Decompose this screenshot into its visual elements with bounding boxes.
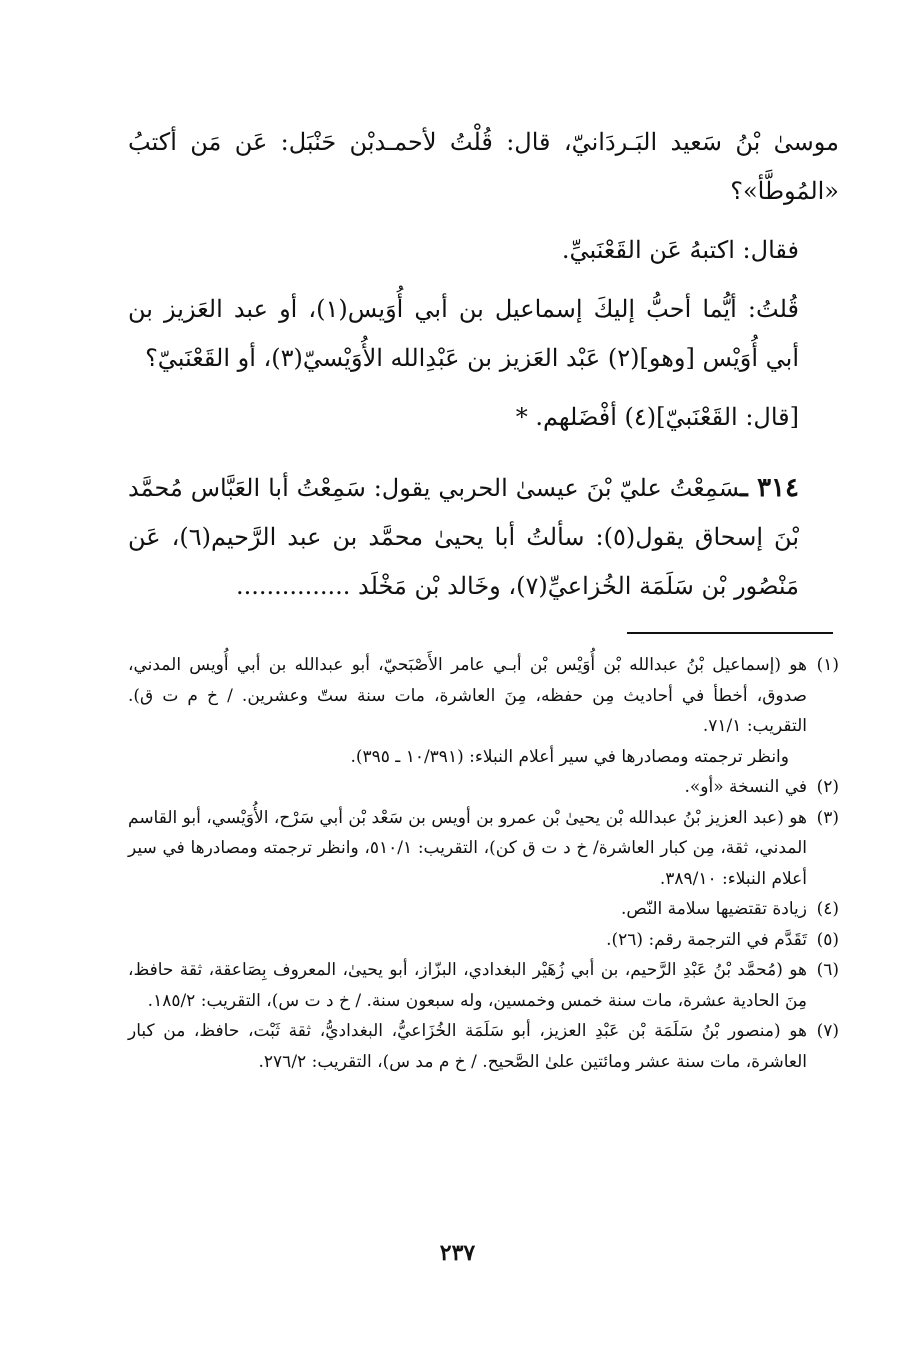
footnote-number: (٧) <box>816 1021 839 1041</box>
footnote-5 <box>128 925 839 956</box>
footnote-separator <box>627 632 833 634</box>
footnote-3 <box>128 803 839 895</box>
footnote-text: في النسخة «أو». <box>684 777 807 797</box>
entry-314-text: سَمِعْتُ عليّ بْنَ عيسىٰ الحربي يقول: سَمِعْتُ أبا العَبَّاس مُحمَّد بْنَ إسحاق يقول(٥): سألتُ أبا يحيىٰ محمَّد بن عبد الرَّحيم(٦)، عَن مَنْصُور بْن سَلَمَة الخُزاعيِّ(٧)، وخَالد بْن مَخْلَد <box>128 474 800 600</box>
footnote-7 <box>128 1016 839 1077</box>
footnote-text: هو (مُحمَّد بْنُ عَبْدِ الرَّحيم، بن أبي زُهَيْر البغدادي، البزّاز، أبو يحيىٰ، المعروف بِصَاعقة، ثقة حافظ، مِنَ الحادية عشرة، مات سنة خمس وخمسين، وله سبعون سنة. / خ د ت س)، التقريب: ١٨٥/٢. <box>128 960 807 1011</box>
footnote-text: هو (عبد العزيز بْنُ عبدالله بْن يحيىٰ بْن عمرو بن أويس بن سَعْد بْن أبي سَرْح، الأُوَيْسي، أبو القاسم المدني، ثقة، مِن كبار العاشرة/ خ د ت ق كن)، التقريب: ٥١٠/١، وانظر ترجمته ومصادرها في سير أعلام النبلاء: ٣٨٩/١٠. <box>128 807 807 889</box>
main-text <box>128 118 839 611</box>
footnote-number: (٣) <box>816 807 839 828</box>
page-number: ٢٣٧ <box>439 1240 476 1266</box>
paragraph-1: موسىٰ بْنُ سَعيد البَـردَانيّ، قال: قُلْتُ لأحمـدبْن حَنْبَل: عَن مَن أكتبُ «المُوطَّأ»؟ <box>128 128 839 205</box>
footnote-text: زيادة تقتضيها سلامة النّص. <box>620 899 807 919</box>
footnote-1 <box>128 650 839 772</box>
paragraph-3: قُلتُ: أيُّما أحبُّ إليكَ إسماعيل بن أبي أُوَيس(١)، أو عبد العَزيز بن أبي أُوَيْس [وهو](٢) عَبْد العَزيز بن عَبْدِالله الأُوَيْسيّ(٣)، أو القَعْنَبيّ؟ <box>128 295 800 372</box>
footnote-number: (٥) <box>816 929 839 950</box>
paragraph-2: فقال: اكتبهُ عَن القَعْنَبيِّ. <box>561 236 799 264</box>
continuation-dots: ............... <box>235 572 351 600</box>
footnotes <box>128 650 839 1077</box>
footnote-text: هو (منصور بْنُ سَلَمَة بْن عَبْدِ العزيز، أبو سَلَمَة الخُزَاعيُّ، البغداديُّ، ثقة ثَبْت، حافظ، من كبار العاشرة، مات سنة عشر ومائتين علىٰ الصَّحيح. / خ م مد س)، التقريب: ٢٧٦/٢. <box>128 1021 807 1072</box>
footnote-6 <box>128 955 839 1016</box>
footnote-extra: وانظر ترجمته ومصادرها في سير أعلام النبلاء: (١٠/٣٩١ ـ ٣٩٥). <box>350 746 789 767</box>
entry-number: ٣١٤ ـ <box>740 473 799 503</box>
footnote-number: (٤) <box>816 899 839 919</box>
footnote-number: (٢) <box>816 777 839 797</box>
footnote-text: هو (إسماعيل بْنُ عبدالله بْن أُوَيْس بْن أبـي عامر الأَصْبَحيّ، أبو عبدالله بن أبي أُويس المدني، صدوق، أخطأ في أحاديث مِن حفظه، مِنَ العاشرة، مات سنة ستّ وعشرين. / خ م ت ق). التقريب: ٧١/١. <box>128 655 807 736</box>
paragraph-4: [قال: القَعْنَبيّ](٤) أفْضَلهم. * <box>515 403 799 431</box>
entry-314 <box>128 464 839 611</box>
footnote-number: (٦) <box>816 960 839 980</box>
footnote-4 <box>128 894 839 925</box>
footnote-2 <box>128 772 839 803</box>
footnote-text: تَقَدَّم في الترجمة رقم: (٢٦). <box>606 929 807 950</box>
footnote-number: (١) <box>816 655 839 675</box>
